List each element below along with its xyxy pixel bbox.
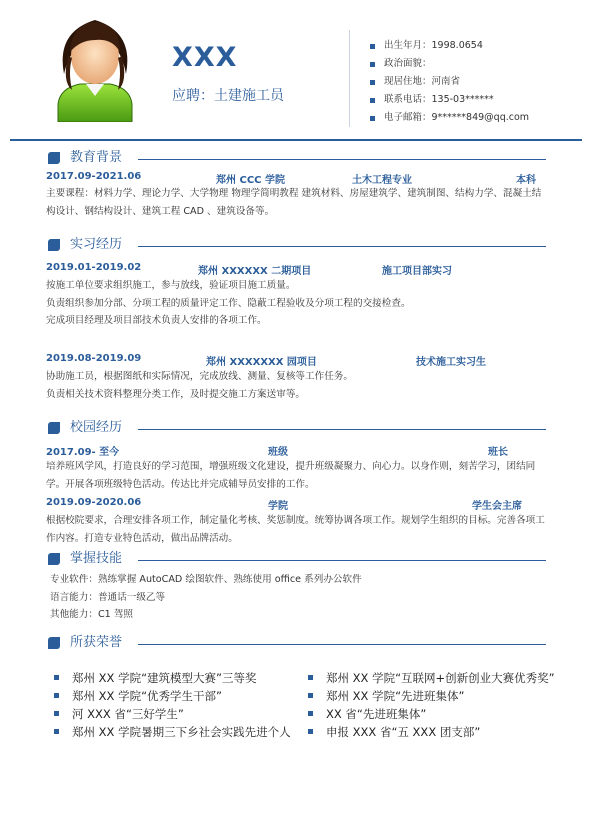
personal-info-list [370, 37, 529, 127]
resume-header [0, 0, 592, 130]
internship-role: 施工项目部实习 [382, 266, 452, 277]
education-major: 土木工程专业 [352, 175, 412, 186]
internship-period: 2019.01-2019.02 [46, 262, 142, 273]
desc-line: 按施工单位要求组织施工，参与放线，验证项目施工质量。 [46, 280, 296, 291]
honor-item: XX 省“先进班集体” [306, 705, 588, 723]
section-marker-icon [48, 553, 60, 565]
honors-list-right [306, 669, 588, 741]
education-row [46, 171, 546, 185]
internship-role: 技术施工实习生 [416, 357, 486, 368]
header-divider [349, 30, 350, 127]
section-title: 掌握技能 [70, 551, 123, 566]
section-title: 教育背景 [70, 150, 123, 165]
honor-item: 郑州 XX 学院“建筑模型大赛”三等奖 [52, 669, 300, 687]
desc-line: 协助施工员，根据图纸和实际情况，完成放线、测量、复核等工作任务。 [46, 371, 353, 382]
info-phone: 联系电话：135-03****** [370, 91, 529, 109]
info-email: 电子邮箱：9******849@qq.com [370, 109, 529, 127]
honor-item: 郑州 XX 学院暑期三下乡社会实践先进个人 [52, 723, 300, 741]
avatar [50, 12, 140, 122]
internship-org: 郑州 XXXXXX 二期项目 [198, 266, 312, 277]
honors-list-left [52, 669, 300, 741]
section-internship [48, 236, 548, 254]
campus-row-2 [46, 497, 546, 511]
skills-list [50, 571, 550, 624]
section-marker-icon [48, 239, 60, 251]
info-birth: 出生年月：1998.0654 [370, 37, 529, 55]
honor-item: 郑州 XX 学院“互联网+创新创业大赛优秀奖” [306, 669, 588, 687]
internship-row-1 [46, 262, 546, 276]
internship-desc-2 [46, 368, 546, 403]
section-skills [48, 550, 548, 568]
education-courses: 主要课程：材料力学、理论力学、大学物理 物理学简明教程 建筑材料、房屋建筑学、建筑制图、结构力学、混凝土结构设计、钢结构设计、建筑工程 CAD 、建筑设备等。 [46, 188, 542, 217]
section-title: 校园经历 [70, 420, 123, 435]
campus-org: 学院 [268, 501, 288, 512]
skill-other: 其他能力：C1 驾照 [50, 609, 134, 620]
candidate-name: XXX [172, 42, 238, 73]
section-rule [138, 159, 546, 160]
section-campus [48, 419, 548, 437]
honor-item: 河 XXX 省“三好学生” [52, 705, 300, 723]
info-political-status: 政治面貌： [370, 55, 529, 73]
internship-row-2 [46, 353, 546, 367]
campus-desc-1: 培养班风学风，打造良好的学习范围，增强班级文化建设，提升班级凝聚力、向心力。以身作则，刻苦学习，团结同学。开展各项班级特色活动。传达比并完成辅导员安排的工作。 [46, 461, 536, 490]
desc-line: 完成项目经理及项目部技术负责人安排的各项工作。 [46, 315, 267, 326]
header-rule [10, 139, 582, 141]
internship-period: 2019.08-2019.09 [46, 353, 142, 364]
honor-item: 郑州 XX 学院“优秀学生干部” [52, 687, 300, 705]
section-rule [138, 644, 546, 645]
section-rule [138, 429, 546, 430]
campus-org: 班级 [268, 447, 288, 458]
section-marker-icon [48, 152, 60, 164]
section-marker-icon [48, 637, 60, 649]
skill-language: 语言能力：普通话一级乙等 [50, 591, 166, 603]
skill-software: 专业软件：熟练掌握 AutoCAD 绘图软件、熟练使用 office 系列办公软件 [50, 574, 362, 585]
section-marker-icon [48, 422, 60, 434]
education-period: 2017.09-2021.06 [46, 171, 142, 182]
internship-desc-1 [46, 277, 546, 330]
campus-period: 2017.09- 至今 [46, 447, 120, 458]
job-objective: 应聘：土建施工员 [172, 88, 284, 104]
section-title: 所获荣誉 [70, 635, 123, 650]
education-degree: 本科 [516, 175, 536, 186]
honor-item: 郑州 XX 学院“先进班集体” [306, 687, 588, 705]
section-title: 实习经历 [70, 237, 123, 252]
section-education [48, 149, 548, 167]
desc-line: 负责相关技术资料整理分类工作，及时提交施工方案送审等。 [46, 388, 306, 400]
honor-item: 申报 XXX 省“五 XXX 团支部” [306, 723, 588, 741]
campus-row-1 [46, 443, 546, 457]
campus-period: 2019.09-2020.06 [46, 497, 142, 508]
info-residence: 现居住地：河南省 [370, 73, 529, 91]
section-rule [138, 560, 546, 561]
section-honors [48, 634, 548, 652]
section-rule [138, 246, 546, 247]
campus-role: 学生会主席 [472, 501, 522, 512]
desc-line: 负责组织参加分部、分项工程的质量评定工作、隐蔽工程验收及分项工程的交接检查。 [46, 297, 411, 309]
campus-desc-2: 根据校院要求，合理安排各项工作，制定量化考核、奖惩制度。统筹协调各项工作。规划学生组织的目标。完善各项工作内容。打造专业特色活动，做出品牌活动。 [46, 515, 545, 544]
campus-role: 班长 [488, 447, 508, 458]
education-school: 郑州 CCC 学院 [216, 175, 285, 186]
internship-org: 郑州 XXXXXXX 园项目 [206, 357, 317, 368]
